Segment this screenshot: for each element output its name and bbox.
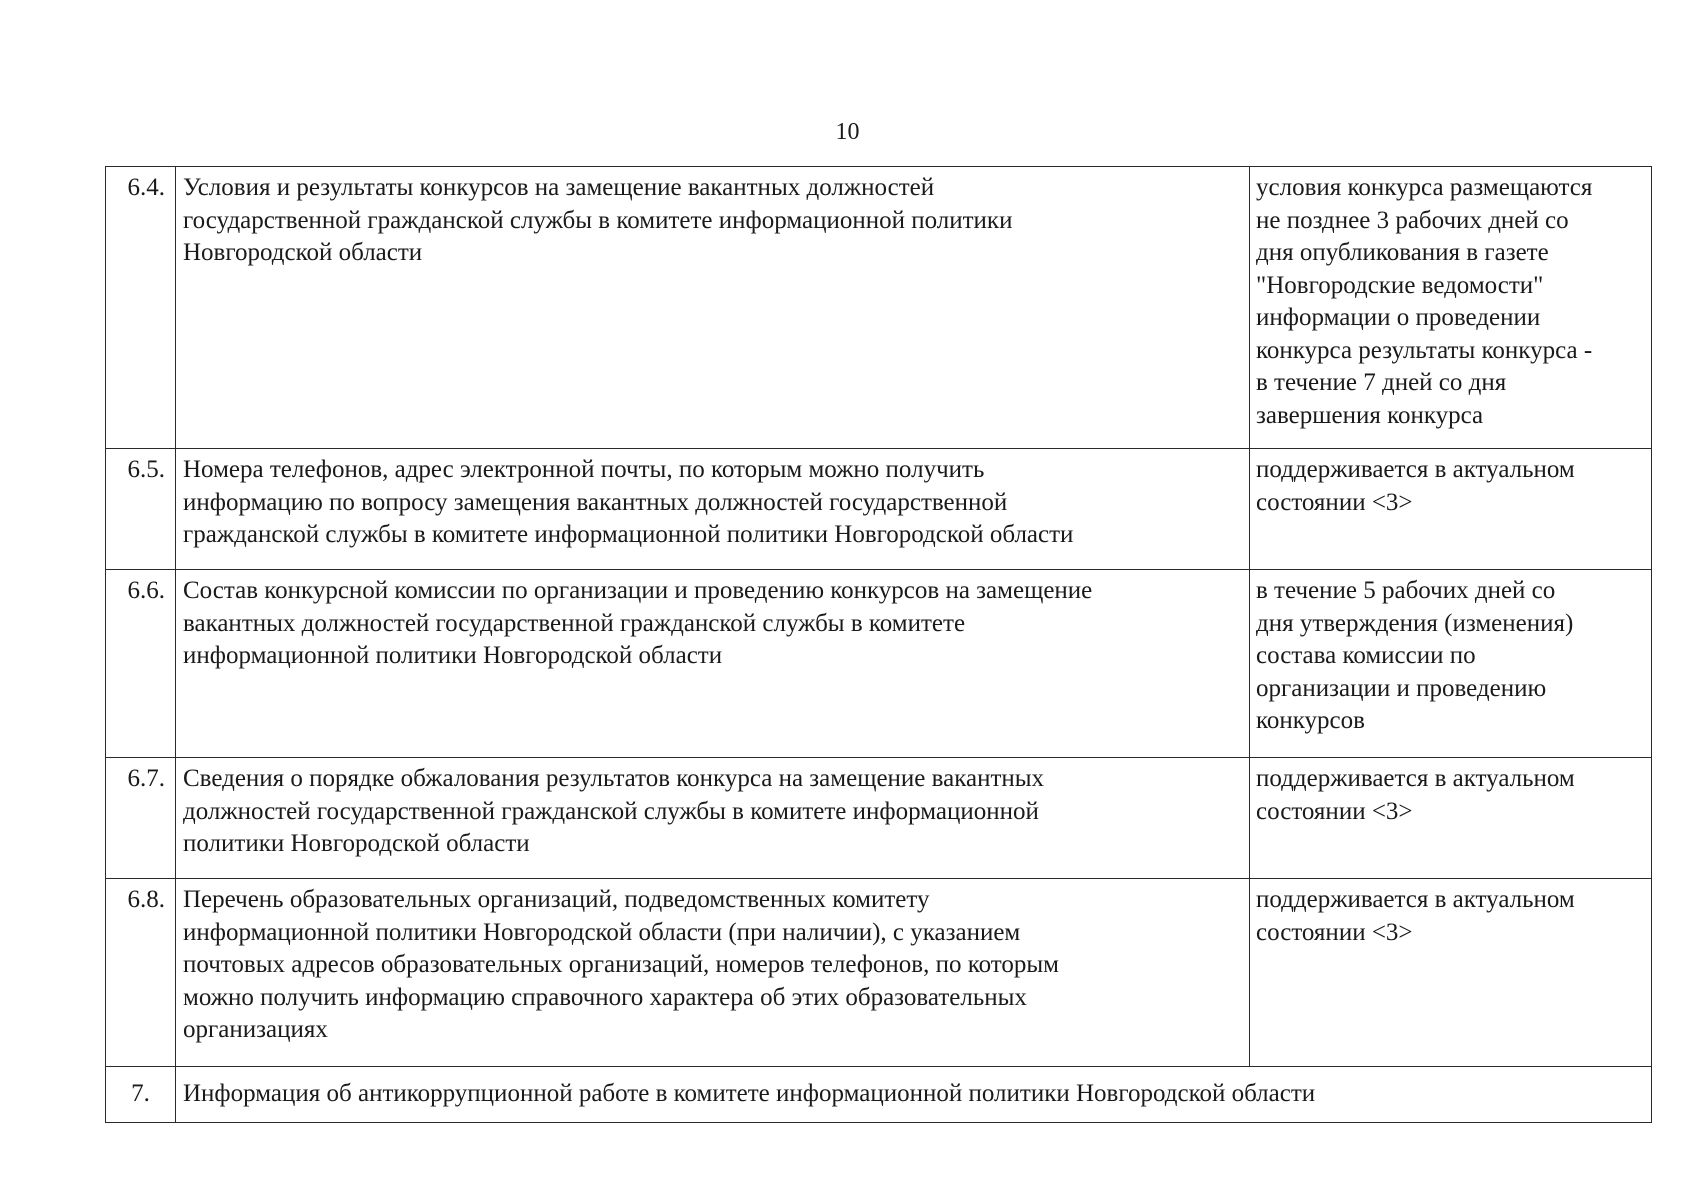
row-description-text: Номера телефонов, адрес электронной почты, по которым можно получить информацию по вопросу замещения вакантных должностей государственной гражданской службы в комитете информационной политики Новгородской области (183, 456, 1074, 548)
row-term (1250, 167, 1652, 449)
row-term-text: поддерживается в актуальном состоянии <3> (1256, 886, 1575, 946)
row-term-text: в течение 5 рабочих дней со дня утверждения (изменения) состава комиссии по организации и проведению конкурсов (1256, 577, 1574, 734)
table-row (106, 570, 1652, 758)
row-description (176, 449, 1250, 570)
table-row (106, 879, 1652, 1067)
row-number: 6.7. (106, 758, 176, 879)
row-description-text: Сведения о порядке обжалования результатов конкурса на замещение вакантных должностей государственной гражданской службы в комитете информационной политики Новгородской области (183, 765, 1045, 857)
table-row (106, 758, 1652, 879)
row-description-text: Состав конкурсной комиссии по организации и проведению конкурсов на замещение вакантных должностей государственной гражданской службы в комитете информационной политики Новгородской области (183, 577, 1093, 669)
section-title: Информация об антикоррупционной работе в комитете информационной политики Новгородской области (176, 1067, 1652, 1123)
row-description (176, 758, 1250, 879)
table-row (106, 449, 1652, 570)
row-number: 6.5. (106, 449, 176, 570)
row-term (1250, 570, 1652, 758)
row-term (1250, 879, 1652, 1067)
document-table (105, 166, 1652, 1123)
row-term-text: поддерживается в актуальном состоянии <3> (1256, 456, 1575, 516)
row-description-text: Условия и результаты конкурсов на замещение вакантных должностей государственной гражданской службы в комитете информационной политики Новгородской области (183, 174, 1013, 266)
row-number: 6.4. (106, 167, 176, 449)
page-number: 10 (835, 119, 860, 145)
row-description (176, 570, 1250, 758)
row-term-text: условия конкурса размещаются не позднее 3 рабочих дней со дня опубликования в газете "Новгородские ведомости" информации о проведении конкурса результаты конкурса - в течение 7 дней со дня завершения конкурса (1256, 174, 1593, 429)
row-term-text: поддерживается в актуальном состоянии <3> (1256, 765, 1575, 825)
table-row (106, 167, 1652, 449)
row-description (176, 879, 1250, 1067)
row-description-text: Перечень образовательных организаций, подведомственных комитету информационной политики Новгородской области (при наличии), с указанием почтовых адресов образовательных организаций, номеров телефонов, по которым можно получить информацию справочного характера об этих образовательных организациях (183, 886, 1059, 1043)
row-term (1250, 449, 1652, 570)
table-row-section (106, 1067, 1652, 1123)
row-term (1250, 758, 1652, 879)
section-number: 7. (106, 1067, 176, 1123)
row-number: 6.6. (106, 570, 176, 758)
row-number: 6.8. (106, 879, 176, 1067)
row-description (176, 167, 1250, 449)
